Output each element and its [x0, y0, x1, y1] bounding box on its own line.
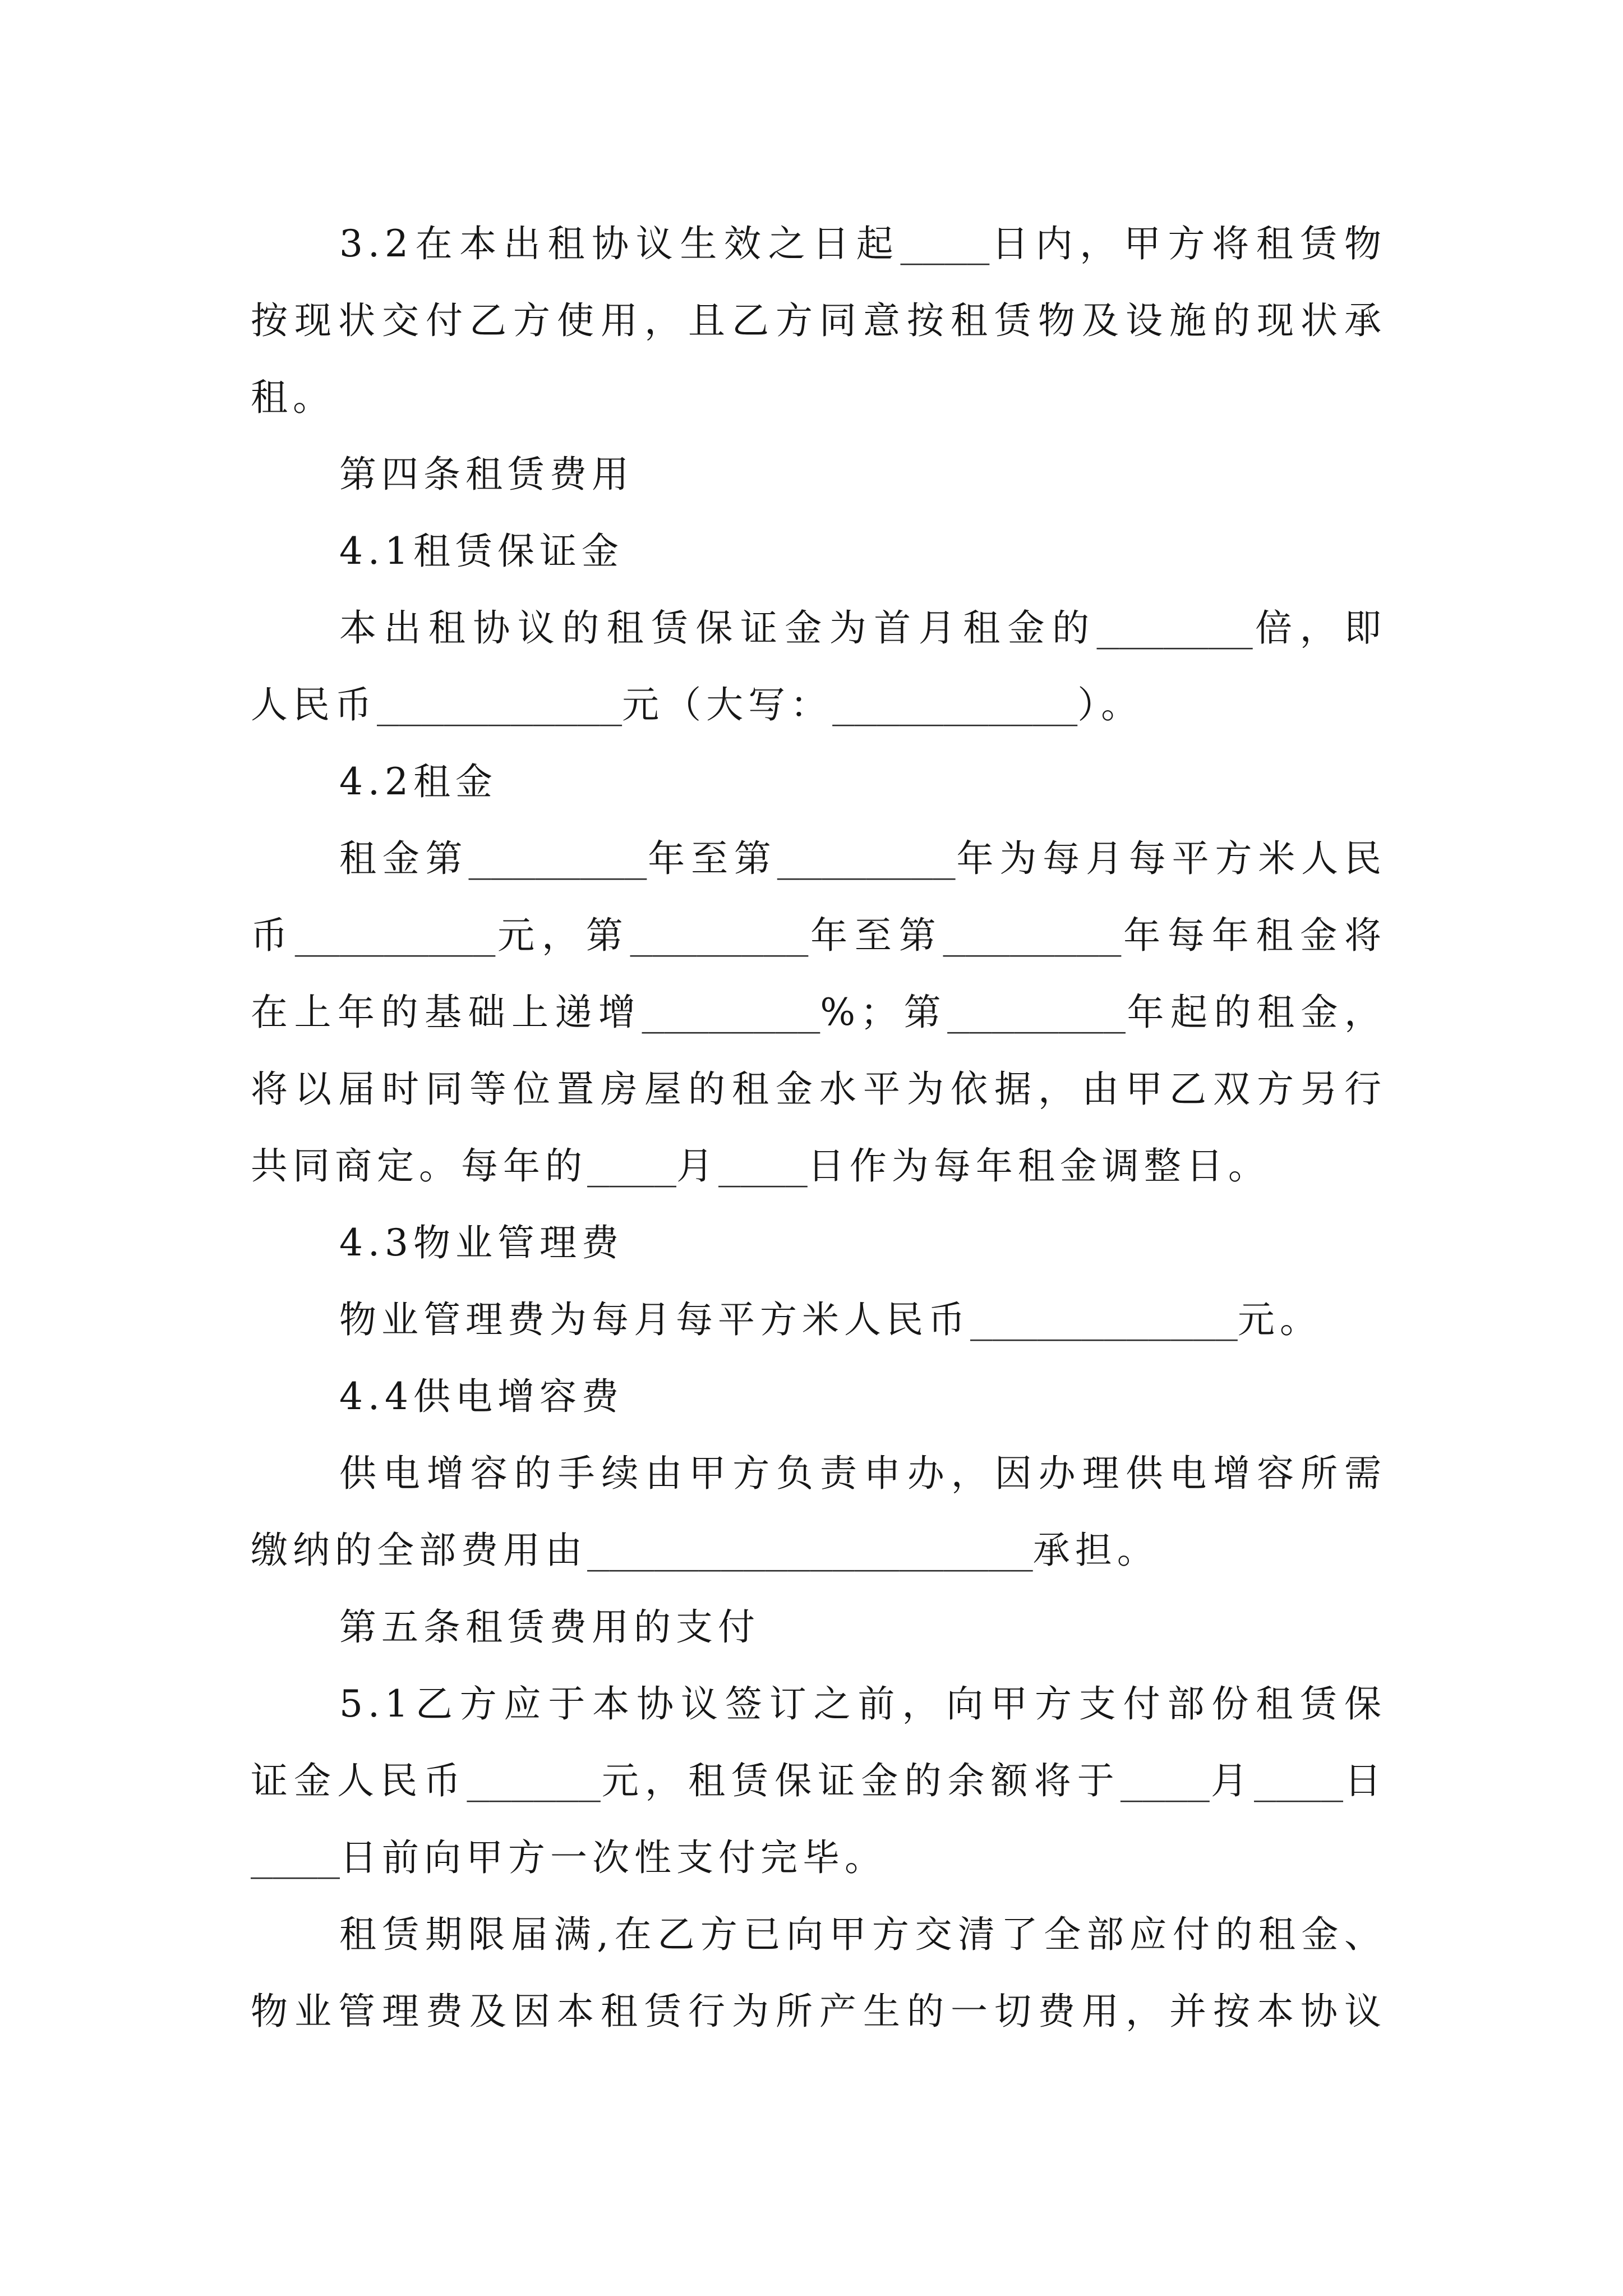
text-line: 本出租协议的租赁保证金为首月租金的_______倍，即: [339, 606, 1387, 650]
paragraph-term-expiry: [251, 1896, 1386, 2050]
blank-field: _________: [294, 914, 496, 957]
text-line: 按现状交付乙方使用，且乙方同意按租赁物及设施的现状承: [251, 299, 1386, 342]
blank-field: ___________: [832, 683, 1078, 726]
paragraph-power-fee: [251, 1435, 1386, 1589]
text-line: 将以届时同等位置房屋的租金水平为依据，由甲乙双方另行: [251, 1068, 1386, 1111]
clause-heading: 4.1租赁保证金: [339, 530, 624, 573]
article-heading: 第四条租赁费用: [339, 453, 634, 496]
article-heading: 第五条租赁费用的支付: [339, 1605, 760, 1649]
paragraph-rent: [251, 820, 1386, 1204]
blank-field: ________: [943, 914, 1122, 957]
text-line: 在上年的基础上递增________%；第________年起的租金，: [251, 991, 1386, 1034]
blank-field: ________: [468, 837, 647, 880]
blank-field: ______: [467, 1759, 601, 1802]
blank-field: ________: [777, 837, 956, 880]
clause-heading: 4.3物业管理费: [339, 1221, 624, 1264]
text-line: 租。: [251, 376, 335, 419]
paragraph-clause-3-2: [251, 205, 1386, 436]
paragraph-property-fee: [251, 1281, 1386, 1358]
text-line: 人民币___________元（大写：___________）。: [251, 683, 1144, 726]
text-line: ____日前向甲方一次性支付完毕。: [251, 1836, 887, 1879]
blank-field: ____________________: [587, 1529, 1033, 1572]
text-line: 供电增容的手续由甲方负责申办，因办理供电增容所需: [339, 1452, 1386, 1495]
clause-heading: 4.4供电增容费: [339, 1375, 624, 1418]
paragraph-deposit: [251, 590, 1386, 743]
blank-field: ________: [642, 991, 820, 1034]
blank-field: ________: [630, 914, 809, 957]
text-line: 3.2在本出租协议生效之日起____日内，甲方将租赁物: [339, 222, 1386, 265]
blank-field: _______: [1096, 606, 1253, 650]
clause-heading: 4.2租金: [339, 760, 497, 803]
clause-4-3-heading: [251, 1204, 1386, 1281]
text-line: 缴纳的全部费用由____________________承担。: [251, 1529, 1159, 1572]
blank-field: ____________: [970, 1298, 1238, 1341]
blank-field: ____: [900, 222, 990, 265]
blank-field: ____: [587, 1144, 676, 1188]
article-5-heading: [251, 1589, 1386, 1665]
text-line: 证金人民币______元，租赁保证金的余额将于____月____日: [251, 1759, 1387, 1802]
clause-4-2-heading: [251, 743, 1386, 820]
text-line: 物业管理费及因本租赁行为所产生的一切费用，并按本协议: [251, 1990, 1386, 2033]
text-line: 租金第________年至第________年为每月每平方米人民: [339, 837, 1387, 880]
paragraph-clause-5-1: [251, 1665, 1386, 1896]
text-line: 共同商定。每年的____月____日作为每年租金调整日。: [251, 1144, 1270, 1188]
clause-4-4-heading: [251, 1358, 1386, 1435]
text-line: 币_________元，第________年至第________年每年租金将: [251, 914, 1387, 957]
blank-field: ___________: [377, 683, 623, 726]
blank-field: ____: [1120, 1759, 1210, 1802]
blank-field: ________: [947, 991, 1126, 1034]
blank-field: ____: [718, 1144, 808, 1188]
text-line: 物业管理费为每月每平方米人民币____________元。: [339, 1298, 1322, 1341]
text-line: 租赁期限届满,在乙方已向甲方交清了全部应付的租金、: [339, 1913, 1386, 1956]
blank-field: ____: [1254, 1759, 1343, 1802]
text-line: 5.1乙方应于本协议签订之前，向甲方支付部份租赁保: [339, 1682, 1386, 1726]
article-4-heading: [251, 436, 1386, 513]
document-body: [251, 205, 1386, 2050]
clause-4-1-heading: [251, 513, 1386, 590]
blank-field: ____: [251, 1836, 340, 1879]
